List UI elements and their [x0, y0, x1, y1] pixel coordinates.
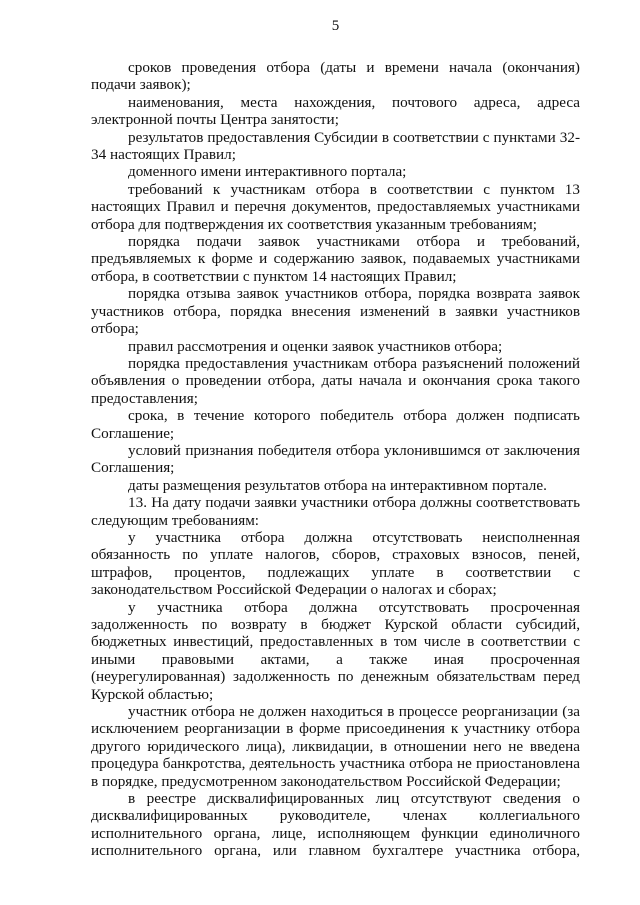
paragraph: порядка отзыва заявок участников отбора, порядка возврата заявок участников отбора, порядка внесения изменений в заявки участников отбора;: [91, 285, 580, 338]
paragraph: участник отбора не должен находиться в процессе реорганизации (за исключением реорганизации в форме присоединения к участнику отбора другого юридического лица), ликвидации, в отношении него не введена процедура банкротства, деятельность участника отбора не приостановлена в порядке, предусмотренном законодательством Российской Федерации;: [91, 703, 580, 790]
paragraph: порядка предоставления участникам отбора разъяснений положений объявления о проведении отбора, даты начала и окончания срока такого предоставления;: [91, 354, 580, 407]
paragraph: результатов предоставления Субсидии в соответствии с пунктами 32-34 настоящих Правил;: [91, 128, 580, 164]
paragraph: сроков проведения отбора (даты и времени начала (окончания) подачи заявок);: [91, 59, 580, 94]
paragraph: правил рассмотрения и оценки заявок участников отбора;: [128, 337, 503, 355]
paragraph: требований к участникам отбора в соответствии с пунктом 13 настоящих Правил и перечня документов, предоставляемых участниками отбора для подтверждения их соответствия указанным требованиям;: [91, 180, 580, 233]
document-body: [91, 59, 580, 860]
page-number: 5: [331, 18, 340, 34]
paragraph: в реестре дисквалифицированных лиц отсутствуют сведения о дисквалифицированных руководителе, членах коллегиального исполнительного органа, лице, исполняющем функции единоличного исполнительного органа, или главном бухгалтере участника отбора,: [91, 790, 580, 860]
paragraph: условий признания победителя отбора уклонившимся от заключения Соглашения;: [91, 441, 580, 477]
paragraph: 13. На дату подачи заявки участники отбора должны соответствовать следующим требованиям:: [91, 494, 580, 529]
paragraph: наименования, места нахождения, почтового адреса, адреса электронной почты Центра занятости;: [91, 93, 580, 129]
paragraph: порядка подачи заявок участниками отбора и требований, предъявляемых к форме и содержанию заявок, подаваемых участниками отбора, в соответствии с пунктом 14 настоящих Правил;: [91, 233, 580, 285]
paragraph: срока, в течение которого победитель отбора должен подписать Соглашение;: [91, 407, 580, 442]
paragraph: даты размещения результатов отбора на интерактивном портале.: [128, 476, 547, 494]
paragraph: доменного имени интерактивного портала;: [128, 163, 407, 181]
paragraph: у участника отбора должна отсутствовать неисполненная обязанность по уплате налогов, сборов, страховых взносов, пеней, штрафов, процентов, подлежащих уплате в соответствии с законодательством Российской Федерации о налогах и сборах;: [91, 528, 580, 599]
paragraph: у участника отбора должна отсутствовать просроченная задолженность по возврату в бюджет Курской области субсидий, бюджетных инвестиций, предоставленных в том числе в соответствии с иными правовыми актами, а также иная просроченная (неурегулированная) задолженность по денежным обязательствам перед Курской областью;: [91, 598, 580, 703]
